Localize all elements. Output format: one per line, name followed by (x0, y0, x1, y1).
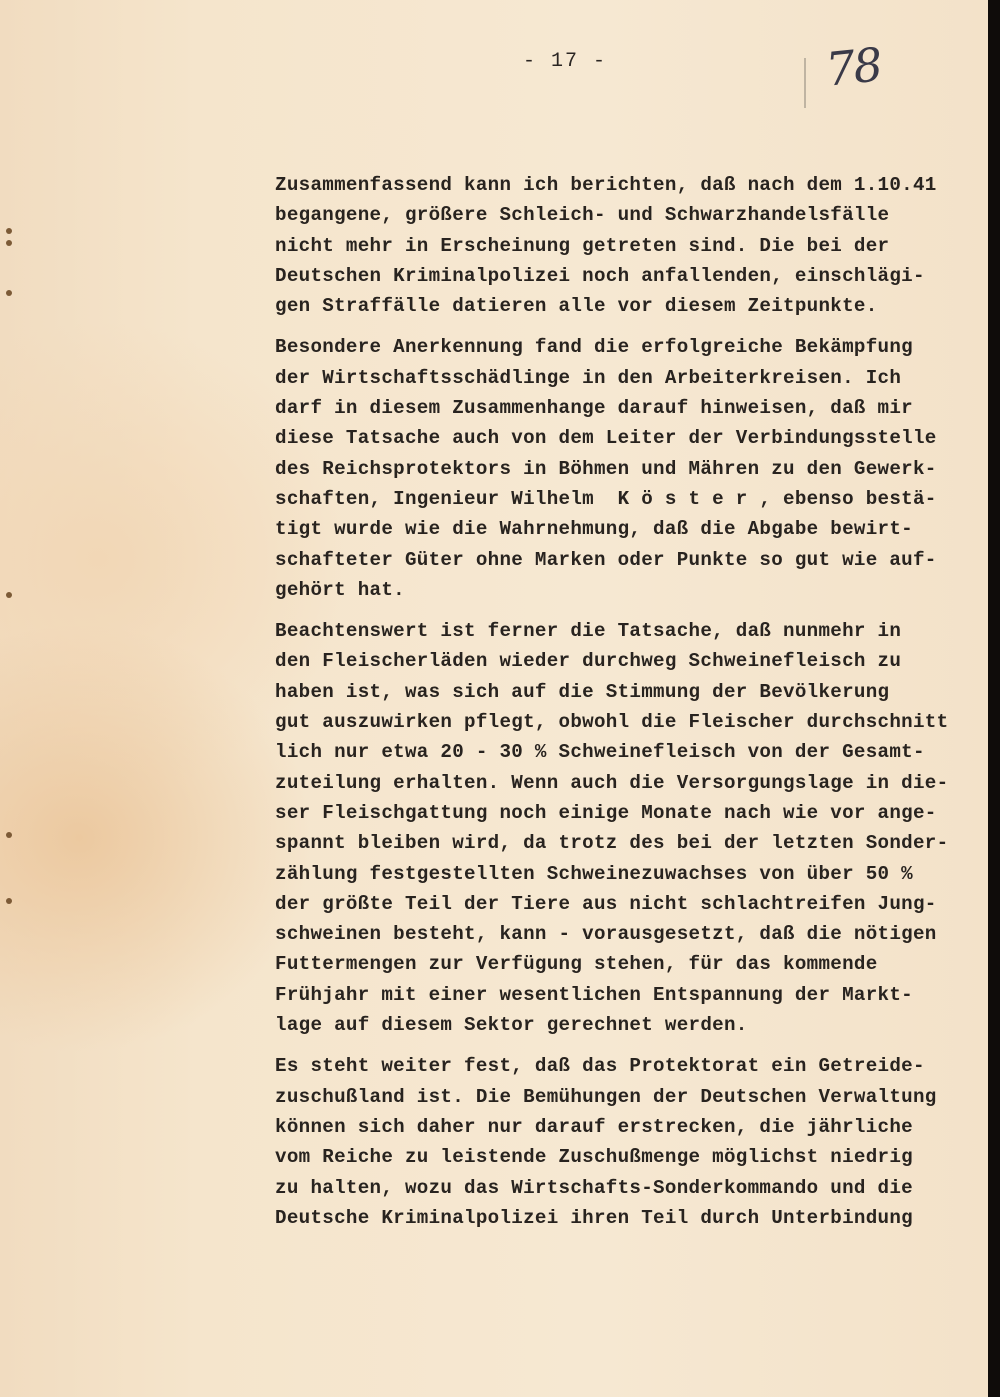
punch-hole-mark (6, 592, 12, 598)
text-line: haben ist, was sich auf die Stimmung der Bevölkerung (275, 680, 890, 703)
text-line: Deutschen Kriminalpolizei noch anfallenden, einschlägi- (275, 264, 925, 287)
body-text (275, 170, 988, 1244)
text-line: Deutsche Kriminalpolizei ihren Teil durch Unterbindung (275, 1206, 913, 1229)
paragraph (275, 170, 988, 321)
text-line: der größte Teil der Tiere aus nicht schlachtreifen Jung- (275, 892, 937, 915)
text-line: diese Tatsache auch von dem Leiter der Verbindungsstelle (275, 427, 937, 450)
text-line: schafteter Güter ohne Marken oder Punkte so gut wie auf- (275, 548, 937, 571)
text-line: Beachtenswert ist ferner die Tatsache, daß nunmehr in (275, 620, 902, 643)
text-line: den Fleischerläden wieder durchweg Schweinefleisch zu (275, 650, 902, 673)
text-line: Es steht weiter fest, daß das Protektorat ein Getreide- (275, 1055, 925, 1078)
text-line: nicht mehr in Erscheinung getreten sind. Die bei der (275, 234, 890, 257)
text-line: Futtermengen zur Verfügung stehen, für das kommende (275, 953, 878, 976)
text-line: lich nur etwa 20 - 30 % Schweinefleisch von der Gesamt- (275, 741, 925, 764)
folio-bracket-mark (804, 58, 806, 108)
text-line: gen Straffälle datieren alle vor diesem Zeitpunkte. (275, 295, 878, 318)
text-line: schaften, Ingenieur Wilhelm K ö s t e r , ebenso bestä- (275, 487, 937, 510)
handwritten-folio-number: 78 (823, 37, 884, 97)
text-line: schweinen besteht, kann - vorausgesetzt, daß die nötigen (275, 923, 937, 946)
punch-hole-mark (6, 898, 12, 904)
text-line: zuteilung erhalten. Wenn auch die Versorgungslage in die- (275, 771, 949, 794)
text-line: vom Reiche zu leistende Zuschußmenge möglichst niedrig (275, 1146, 913, 1169)
text-line: gut auszuwirken pflegt, obwohl die Fleischer durchschnitt (275, 711, 949, 734)
text-line: Frühjahr mit einer wesentlichen Entspannung der Markt- (275, 983, 913, 1006)
text-line: zuschußland ist. Die Bemühungen der Deutschen Verwaltung (275, 1085, 937, 1108)
punch-hole-mark (6, 290, 12, 296)
text-line: tigt wurde wie die Wahrnehmung, daß die Abgabe bewirt- (275, 518, 913, 541)
paragraph (275, 1051, 988, 1233)
text-line: der Wirtschaftsschädlinge in den Arbeiterkreisen. Ich (275, 366, 902, 389)
text-line: begangene, größere Schleich- und Schwarzhandelsfälle (275, 204, 890, 227)
page-number: - 17 - (522, 50, 607, 73)
text-line: ser Fleischgattung noch einige Monate nach wie vor ange- (275, 801, 937, 824)
punch-hole-mark (6, 240, 12, 246)
paragraph (275, 332, 988, 605)
text-line: lage auf diesem Sektor gerechnet werden. (275, 1014, 748, 1037)
paragraph (275, 616, 988, 1040)
text-line: können sich daher nur darauf erstrecken, die jährliche (275, 1115, 913, 1138)
text-line: des Reichsprotektors in Böhmen und Mähren zu den Gewerk- (275, 457, 937, 480)
scan-edge (988, 0, 1000, 1397)
text-line: Zusammenfassend kann ich berichten, daß nach dem 1.10.41 (275, 174, 937, 196)
text-line: zählung festgestellten Schweinezuwachses von über 50 % (275, 862, 913, 885)
text-line: Besondere Anerkennung fand die erfolgreiche Bekämpfung (275, 336, 913, 359)
text-line: spannt bleiben wird, da trotz des bei der letzten Sonder- (275, 832, 949, 855)
punch-hole-mark (6, 832, 12, 838)
text-line: zu halten, wozu das Wirtschafts-Sonderkommando und die (275, 1176, 913, 1199)
text-line: gehört hat. (275, 578, 405, 601)
text-line: darf in diesem Zusammenhange darauf hinweisen, daß mir (275, 397, 913, 420)
punch-hole-mark (6, 228, 12, 234)
